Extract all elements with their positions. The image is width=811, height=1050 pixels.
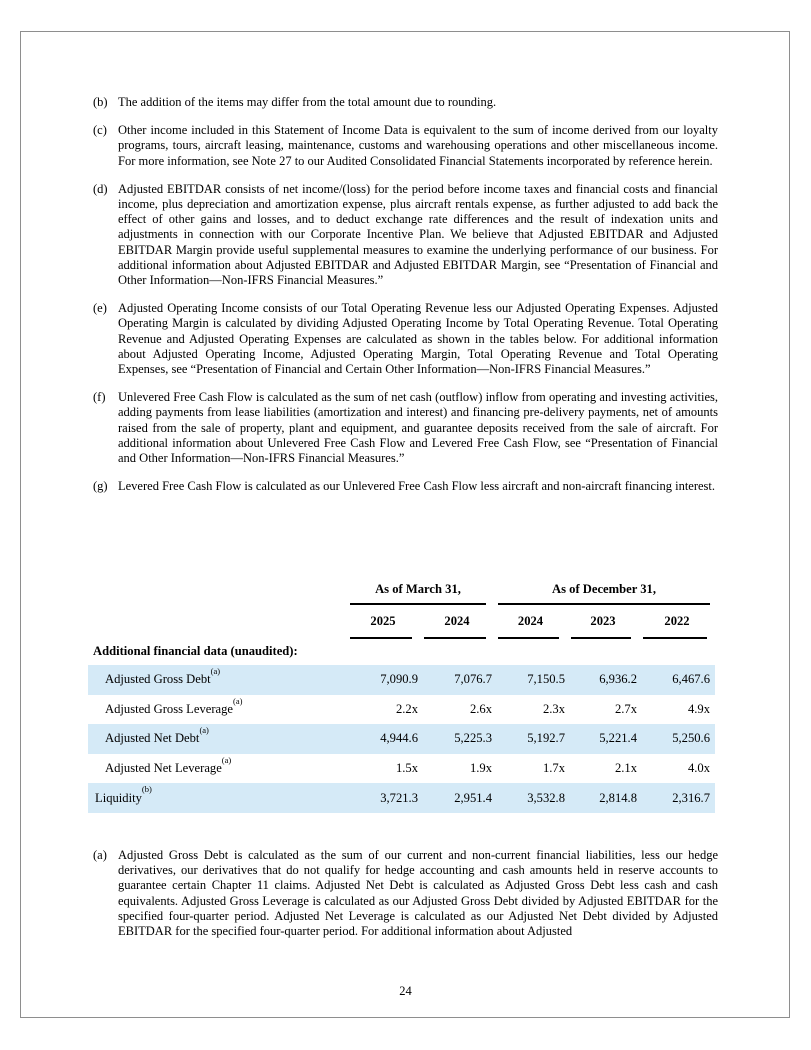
table-row-liquidity xyxy=(88,783,715,813)
cell-value: 2.6x xyxy=(469,701,492,716)
year-header: 2024 xyxy=(420,613,494,639)
footnote-e xyxy=(93,301,718,377)
cell-value: 1.7x xyxy=(542,761,565,776)
footnote-label: (g) xyxy=(93,479,108,494)
footnote-ref: (a) xyxy=(221,754,232,765)
cell-value: 2.7x xyxy=(614,701,637,716)
cell-value: 5,250.6 xyxy=(672,731,710,746)
year-header: 2023 xyxy=(567,613,639,639)
year-header: 2024 xyxy=(494,613,567,639)
column-group-march xyxy=(346,581,494,605)
section-heading-row xyxy=(88,643,715,660)
page-number: 24 xyxy=(399,984,412,998)
cell-value: 2,316.7 xyxy=(672,790,710,805)
footnotes-lower xyxy=(93,848,718,939)
footnote-text: Unlevered Free Cash Flow is calculated as the sum of net cash (outflow) inflow from operating and investing activities, adding payments from lease liabilities (amortization and interest) and financing pre-delivery payments, net of amounts raised from the sale of property, plant and equipment, and guarantee deposits received from the sale of aircraft. For additional information about Unlevered Free Cash Flow and Levered Free Cash Flow, see “Presentation of Financial and Other Information—Non-IFRS Financial Measures.” xyxy=(118,390,718,466)
year-header: 2022 xyxy=(639,613,715,639)
cell-value: 2,814.8 xyxy=(599,790,637,805)
cell-value: 2.3x xyxy=(542,701,565,716)
cell-value: 6,936.2 xyxy=(599,672,637,687)
column-group-december xyxy=(494,581,715,605)
footnote-label: (c) xyxy=(93,123,107,138)
column-group-march-label: As of March 31, xyxy=(350,581,486,605)
footnote-a xyxy=(93,848,718,939)
row-label: Adjusted Gross Leverage$^{(a)}$ xyxy=(105,695,243,716)
cell-value: 7,090.9 xyxy=(380,672,418,687)
footnote-text: Levered Free Cash Flow is calculated as our Unlevered Free Cash Flow less aircraft and non-aircraft financing interest. xyxy=(118,479,716,494)
table-body xyxy=(88,665,715,813)
footnote-label: (b) xyxy=(93,95,108,109)
footnote-text: The addition of the items may differ from the total amount due to rounding. xyxy=(118,95,497,109)
year-header-row xyxy=(88,613,715,639)
cell-value: 4,944.6 xyxy=(380,731,418,746)
row-label: Adjusted Net Leverage$^{(a)}$ xyxy=(105,754,232,776)
cell-value: 3,721.3 xyxy=(380,790,418,805)
year-underline xyxy=(350,637,412,639)
footnote-c xyxy=(93,123,718,169)
row-label: Liquidity$^{(b)}$ xyxy=(95,784,152,805)
cell-value: 3,532.8 xyxy=(527,790,565,805)
cell-value: 7,076.7 xyxy=(454,672,492,687)
year-underline xyxy=(643,637,707,639)
footnote-b xyxy=(93,95,718,110)
footnote-text: Other income included in this Statement of Income Data is equivalent to the sum of income derived from our loyalty programs, tours, aircraft leasing, maintenance, customs and warehousing operations and other miscellaneous income. For more information, see Note 27 to our Audited Consolidated Financial Statements incorporated by reference herein. xyxy=(118,123,718,168)
cell-value: 5,221.4 xyxy=(599,731,637,746)
footnote-ref: (b) xyxy=(141,784,152,795)
spacer-cell xyxy=(88,581,346,605)
footnote-ref: (a) xyxy=(210,666,221,677)
footnote-ref: (a) xyxy=(233,695,243,706)
footnote-g xyxy=(93,479,718,494)
cell-value: 4.0x xyxy=(687,761,710,776)
footnote-f xyxy=(93,390,718,466)
footnote-text: Adjusted Gross Debt is calculated as the sum of our current and non-current financial liabilities, less our hedge derivatives, our derivatives that do not qualify for hedge accounting and cash amounts held in reserve accounts to guarantee certain Chapter 11 claims. Adjusted Net Debt is calculated as Adjusted Gross Debt less cash and cash equivalents. Adjusted Gross Leverage is calculated as our Adjusted Gross Debt divided by Adjusted EBITDAR for the specified four-quarter period. Adjusted Net Leverage is calculated as our Adjusted Net Debt divided by Adjusted EBITDAR for the specified four-quarter period. For additional information about Adjusted xyxy=(118,848,718,939)
cell-value: 1.9x xyxy=(469,761,492,776)
year-header: 2025 xyxy=(346,613,420,639)
cell-value: 1.5x xyxy=(395,761,418,776)
cell-value: 2,951.4 xyxy=(454,790,492,805)
table-row-adjusted-net-debt xyxy=(88,724,715,754)
year-underline xyxy=(424,637,486,639)
year-underline xyxy=(571,637,631,639)
section-heading: Additional financial data (unaudited): xyxy=(93,644,298,658)
cell-value: 2.2x xyxy=(395,701,418,716)
cell-value: 5,192.7 xyxy=(527,731,565,746)
table-row-adjusted-gross-leverage xyxy=(88,695,715,725)
cell-value: 7,150.5 xyxy=(527,672,565,687)
column-group-header-row xyxy=(88,581,715,605)
column-group-december-label: As of December 31, xyxy=(498,581,710,605)
table-row-adjusted-gross-debt xyxy=(88,665,715,695)
year-underline xyxy=(498,637,559,639)
footnote-label: (d) xyxy=(93,181,108,196)
footnote-label: (f) xyxy=(93,390,106,405)
footnote-label: (a) xyxy=(93,848,107,862)
footnote-text: Adjusted EBITDAR consists of net income/(loss) for the period before income taxes and financial costs and financial income, plus depreciation and amortization expense, plus aircraft rentals expense, as further adjusted to add back the effect of other gains and losses, and to deduct exchange rate differences and the result of indexation units and adjustments in connection with our Corporate Incentive Plan. We believe that Adjusted EBITDAR and Adjusted EBITDAR Margin provide useful supplemental measures to examine the underlying performance of our business. For additional information about Adjusted EBITDAR and Adjusted EBITDAR Margin, see “Presentation of Financial and Other Information—Non-IFRS Financial Measures.” xyxy=(118,181,718,288)
row-label: Adjusted Net Debt$^{(a)}$ xyxy=(105,725,209,746)
additional-financial-data-table xyxy=(88,581,715,813)
table-row-adjusted-net-leverage xyxy=(88,754,715,784)
row-label: Adjusted Gross Debt$^{(a)}$ xyxy=(105,666,221,687)
footnote-text: Adjusted Operating Income consists of our Total Operating Revenue less our Adjusted Operating Expenses. Adjusted Operating Margin is calculated by dividing Adjusted Operating Income by Total Operating Revenue. Total Operating Revenue and Adjusted Operating Expenses are calculated as shown in the tables below. For additional information about Adjusted Operating Income, Adjusted Operating Margin, Total Operating Revenue and Total Operating Expenses, see “Presentation of Financial and Certain Other Information—Non-IFRS Financial Measures.” xyxy=(118,301,718,377)
footnote-ref: (a) xyxy=(199,725,209,736)
cell-value: 4.9x xyxy=(687,701,710,716)
cell-value: 2.1x xyxy=(614,761,637,776)
footnotes-upper xyxy=(93,95,718,494)
footnote-label: (e) xyxy=(93,301,107,316)
cell-value: 5,225.3 xyxy=(454,731,492,746)
spacer-cell xyxy=(88,613,346,639)
cell-value: 6,467.6 xyxy=(672,672,710,687)
footnote-d xyxy=(93,182,718,288)
